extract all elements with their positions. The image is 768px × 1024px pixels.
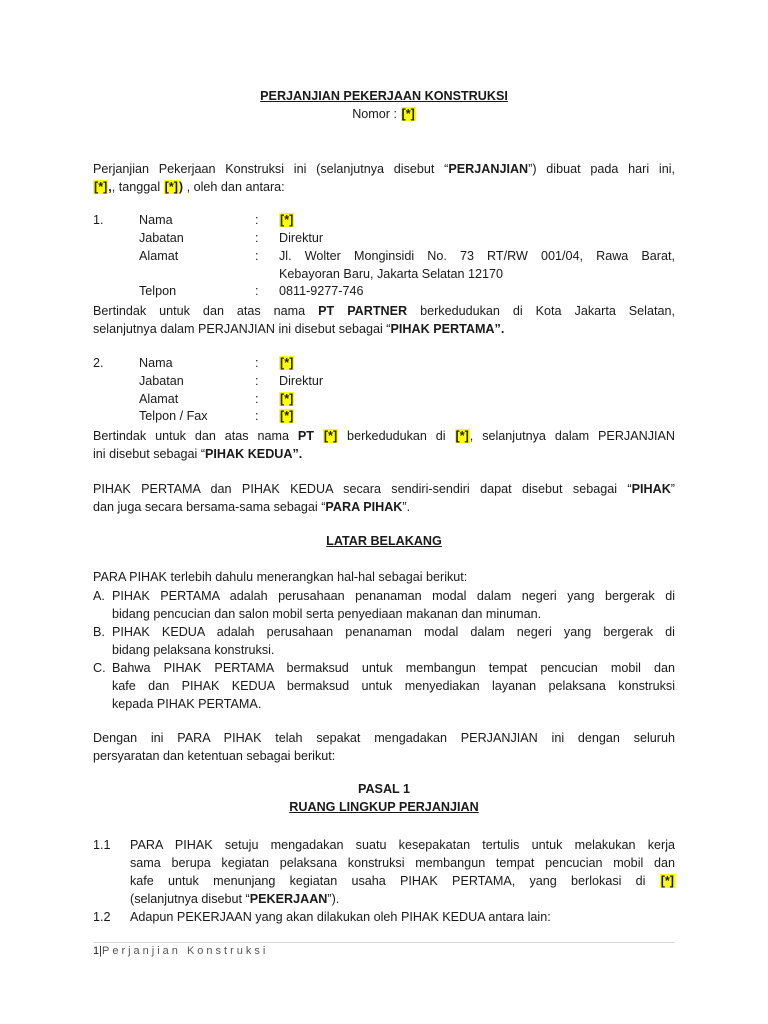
document-title: PERJANJIAN PEKERJAAN KONSTRUKSI xyxy=(260,89,508,103)
party1-alamat-row-2 xyxy=(93,267,675,285)
list-text: bidang pelaksana konstruksi. xyxy=(112,643,275,657)
colon: : xyxy=(255,374,259,388)
para-pihak-paragraph xyxy=(93,480,675,516)
label: Alamat xyxy=(139,249,179,263)
text: PIHAK PERTAMA dan PIHAK KEDUA secara sendiri-sendiri dapat disebut sebagai “ xyxy=(93,482,632,496)
list-text: (selanjutnya disebut “ xyxy=(130,892,250,906)
location-placeholder: [*] xyxy=(660,874,674,888)
party1-alamat-value: Jl. Wolter Monginsidi No. 73 RT/RW 001/04, Rawa Barat, xyxy=(279,249,675,263)
list-item xyxy=(93,587,675,623)
label: Jabatan xyxy=(139,231,184,245)
label: Jabatan xyxy=(139,374,184,388)
label: Telpon / Fax xyxy=(139,409,208,423)
party2-name-row xyxy=(93,356,675,374)
footer-title: Perjanjian Konstruksi xyxy=(101,945,269,957)
label: Nama xyxy=(139,213,173,227)
list-marker: 1.1 xyxy=(93,838,111,852)
company-name: PT PARTNER xyxy=(318,304,408,318)
party1-alamat-value: Kebayoran Baru, Jakarta Selatan 12170 xyxy=(279,267,504,281)
party2-jabatan-value: Direktur xyxy=(279,374,324,388)
pihak-term: PIHAK xyxy=(631,482,671,496)
list-text: Adapun PEKERJAAN yang akan dilakukan oleh PIHAK KEDUA antara lain: xyxy=(130,910,551,924)
list-item xyxy=(93,623,675,659)
location-placeholder: [*] xyxy=(455,429,469,443)
list-marker: A. xyxy=(93,589,105,603)
text: ”. xyxy=(402,500,411,514)
colon: : xyxy=(255,249,259,263)
footer-divider xyxy=(93,942,675,943)
text: berkedudukan di Kota Jakarta Selatan, xyxy=(407,304,675,318)
company-placeholder: [*] xyxy=(323,429,338,443)
list-text: PARA PIHAK setuju mengadakan suatu kesepakatan tertulis untuk melakukan kerja xyxy=(130,838,675,852)
colon: : xyxy=(255,284,259,298)
nomor-label: Nomor : xyxy=(352,107,401,121)
party2-alamat-row xyxy=(93,392,675,410)
text: selanjutnya dalam PERJANJIAN ini disebut sebagai “ xyxy=(93,322,391,336)
label: Nama xyxy=(139,356,173,370)
page-footer xyxy=(93,945,268,957)
page-number: 1 xyxy=(93,945,100,957)
list-marker: C. xyxy=(93,661,106,675)
party2-description xyxy=(93,427,675,463)
latar-closing xyxy=(93,729,675,765)
intro-text: Perjanjian Pekerjaan Konstruksi ini (selanjutnya disebut “ xyxy=(93,162,449,176)
latar-belakang-heading: LATAR BELAKANG xyxy=(326,534,442,548)
list-text: bidang pencucian dan salon mobil serta penyediaan makanan dan minuman. xyxy=(112,607,542,621)
list-item xyxy=(93,908,675,926)
party2-telpon-placeholder: [*] xyxy=(280,409,294,423)
intro-perjanjian-term: PERJANJIAN xyxy=(448,162,529,176)
list-text: sama berupa kegiatan pelaksana konstruksi membangun tempat pencucian mobil dan xyxy=(130,856,675,870)
intro-paragraph: Perjanjian Pekerjaan Konstruksi ini (selanjutnya disebut “PERJANJIAN”) dibuat pada hari ini, [*],, tanggal [*]) , oleh dan antara: xyxy=(93,162,675,194)
colon: : xyxy=(255,392,259,406)
party1-number: 1. xyxy=(93,213,104,227)
party1-alamat-row xyxy=(93,249,675,267)
pasal-1-list xyxy=(93,836,675,926)
text: , selanjutnya dalam PERJANJIAN xyxy=(469,429,675,443)
intro-text: ”) dibuat pada hari ini, xyxy=(528,162,675,176)
party2-name-placeholder: [*] xyxy=(280,356,294,370)
text: Dengan ini PARA PIHAK telah sepakat mengadakan PERJANJIAN ini dengan seluruh xyxy=(93,731,675,745)
party1-name-placeholder: [*] xyxy=(280,213,294,227)
party1-description xyxy=(93,302,675,338)
text: ini disebut sebagai “ xyxy=(93,447,206,461)
label: Telpon xyxy=(139,284,177,298)
pasal-1-subheading: RUANG LINGKUP PERJANJIAN xyxy=(289,800,479,814)
colon: : xyxy=(255,409,259,423)
party2-jabatan-row xyxy=(93,374,675,392)
party2-alamat-placeholder: [*] xyxy=(280,392,294,406)
label: Alamat xyxy=(139,392,179,406)
company-prefix: PT xyxy=(297,429,323,443)
pihak-pertama-term: PIHAK PERTAMA”. xyxy=(390,322,505,336)
party2-number: 2. xyxy=(93,356,104,370)
list-item xyxy=(93,836,675,908)
list-item xyxy=(93,659,675,713)
intro-text: , oleh dan antara: xyxy=(183,180,285,194)
text: Bertindak untuk dan atas nama xyxy=(93,429,298,443)
tanggal-placeholder: [*] xyxy=(164,180,178,194)
pihak-kedua-term: PIHAK KEDUA”. xyxy=(205,447,303,461)
list-text: PIHAK PERTAMA adalah perusahaan penanaman modal dalam negeri yang bergerak di xyxy=(112,589,675,603)
colon: : xyxy=(255,231,259,245)
list-text: kafe untuk menunjang kegiatan usaha PIHAK PERTAMA, yang berlokasi di xyxy=(130,874,660,888)
party1-telpon-row xyxy=(93,284,675,302)
intro-text: , tanggal xyxy=(111,180,164,194)
text: berkedudukan di xyxy=(338,429,455,443)
party1-telpon-value: 0811-9277-746 xyxy=(279,284,364,298)
text: ” xyxy=(670,482,675,496)
list-marker: B. xyxy=(93,625,105,639)
list-text: kafe dan PIHAK KEDUA bermaksud untuk menyediakan layanan pelaksana konstruksi xyxy=(112,679,675,693)
intro-paren: ) xyxy=(178,180,184,194)
para-pihak-term: PARA PIHAK xyxy=(325,500,403,514)
list-text: ”). xyxy=(327,892,340,906)
text: dan juga secara bersama-sama sebagai “ xyxy=(93,500,326,514)
document-number xyxy=(93,107,675,121)
text: persyaratan dan ketentuan sebagai berikut: xyxy=(93,749,336,763)
list-text: Bahwa PIHAK PERTAMA bermaksud untuk membangun tempat pencucian mobil dan xyxy=(112,661,675,675)
party1-jabatan-value: Direktur xyxy=(279,231,324,245)
pasal-1-heading: PASAL 1 xyxy=(357,782,411,796)
colon: : xyxy=(255,356,259,370)
list-text: PIHAK KEDUA adalah perusahaan penanaman modal dalam negeri yang bergerak di xyxy=(112,625,675,639)
hari-placeholder: [*] xyxy=(94,180,108,194)
pekerjaan-term: PEKERJAAN xyxy=(249,892,328,906)
party1-jabatan-row xyxy=(93,231,675,249)
list-text: kepada PIHAK PERTAMA. xyxy=(112,697,262,711)
footer-separator: | xyxy=(99,945,102,957)
list-marker: 1.2 xyxy=(93,910,111,924)
latar-intro: PARA PIHAK terlebih dahulu menerangkan hal-hal sebagai berikut: xyxy=(93,570,468,584)
party1-name-row xyxy=(93,213,675,231)
text: Bertindak untuk dan atas nama xyxy=(93,304,319,318)
latar-list xyxy=(93,587,675,713)
nomor-placeholder: [*] xyxy=(401,107,415,121)
colon: : xyxy=(255,213,259,227)
party2-telpon-row xyxy=(93,409,675,427)
